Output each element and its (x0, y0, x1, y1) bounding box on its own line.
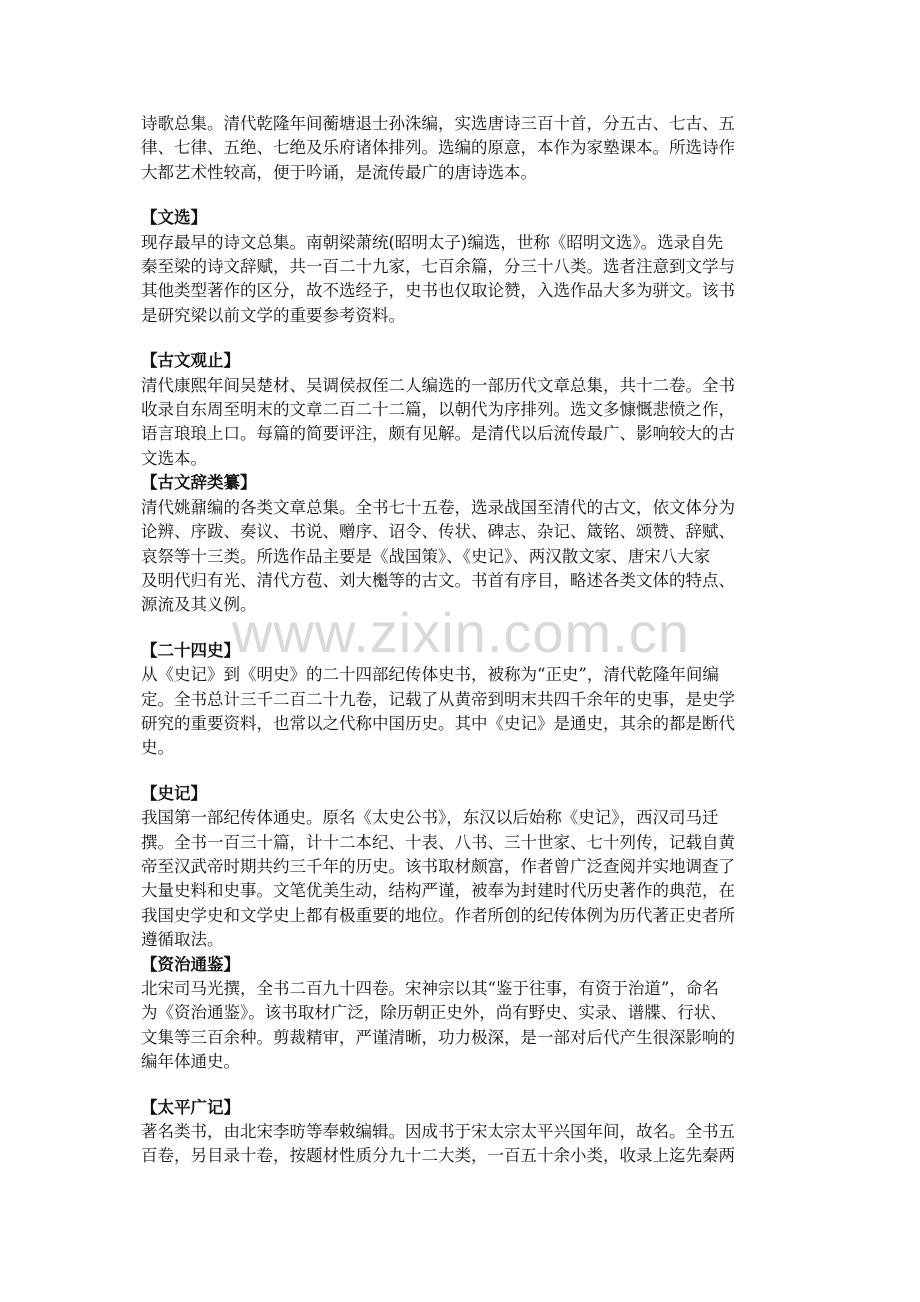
paragraph-line: 文选本。 (141, 448, 207, 468)
section-taipingguangji (141, 1096, 781, 1169)
paragraph-line: 定。全书总计三千二百二十九卷，记载了从黄帝到明末共四千余年的史事，是史学 (141, 689, 735, 709)
paragraph-line: 清代姚鼐编的各类文章总集。全书七十五卷，选录战国至清代的古文，依文体分为 (141, 497, 735, 517)
paragraph-line: 文集等三百余种。剪裁精审，严谨清晰，功力极深，是一部对后代产生很深影响的 (141, 1027, 735, 1047)
paragraph-line: 著名类书，由北宋李昉等奉敕编辑。因成书于宋太宗太平兴国年间，故名。全书五 (141, 1122, 735, 1142)
paragraph-line: 帝至汉武帝时期共约三千年的历史。该书取材颇富，作者曾广泛查阅并实地调查了 (141, 856, 735, 876)
paragraph-line: 从《史记》到《明史》的二十四部纪传体史书，被称为“正史”，清代乾隆年间编 (141, 665, 719, 685)
paragraph-line: 秦至梁的诗文辞赋，共一百二十九家，七百余篇，分三十八类。选者注意到文学与 (141, 257, 735, 277)
paragraph-line: 源流及其义例。 (141, 595, 257, 615)
paragraph-line: 大都艺术性较高，便于吟诵，是流传最广的唐诗选本。 (141, 162, 537, 182)
section-guwenguanzhi (141, 349, 781, 471)
watermark: www.zixin.com.cn (232, 601, 690, 664)
paragraph-line: 清代康熙年间吴楚材、吴调侯叔侄二人编选的一部历代文章总集，共十二卷。全书 (141, 375, 735, 395)
section-heading: 【资治通鉴】 (141, 954, 240, 974)
paragraph-line: 哀祭等十三类。所选作品主要是《战国策》、《史记》、两汉散文家、唐宋八大家 (141, 546, 711, 566)
section-heading: 【古文观止】 (141, 351, 240, 371)
paragraph-line: 诗歌总集。清代乾隆年间蘅塘退士孙洙编，实选唐诗三百十首，分五古、七古、五 (141, 114, 735, 133)
section-tangshi (141, 112, 781, 185)
paragraph-line: 研究的重要资料，也常以之代称中国历史。其中《史记》是通史，其余的都是断代 (141, 713, 735, 733)
paragraph-line: 其他类型著作的区分，故不选经子，史书也仅取论赞，入选作品大多为骈文。该书 (141, 281, 735, 301)
paragraph-line: 史。 (141, 738, 174, 758)
section-heading: 【史记】 (141, 783, 207, 803)
section-heading: 【太平广记】 (141, 1097, 240, 1117)
paragraph-line: 及明代归有光、清代方苞、刘大櫆等的古文。书首有序目，略述各类文体的特点、 (141, 570, 735, 590)
paragraph-line: 现存最早的诗文总集。南朝梁萧统(昭明太子)编选，世称《昭明文选》。选录自先 (141, 232, 724, 252)
section-zizhitongjian (141, 953, 781, 1075)
paragraph-line: 大量史料和史事。文笔优美生动，结构严谨，被奉为封建时代历史著作的典范，在 (141, 881, 735, 901)
paragraph-line: 编年体通史。 (141, 1052, 240, 1072)
paragraph-line: 是研究梁以前文学的重要参考资料。 (141, 305, 405, 325)
paragraph-line: 遵循取法。 (141, 930, 224, 950)
paragraph-line: 百卷，另目录十卷，按题材性质分九十二大类，一百五十余小类，收录上迄先秦两 (141, 1146, 735, 1166)
section-guwencileizuan (141, 471, 781, 617)
section-ershisishi (141, 639, 781, 761)
paragraph-line: 律、七律、五绝、七绝及乐府诸体排列。选编的原意，本作为家塾课本。所选诗作 (141, 138, 735, 158)
paragraph-line: 我国第一部纪传体通史。原名《太史公书》，东汉以后始称《史记》，西汉司马迁 (141, 808, 719, 828)
section-heading: 【古文辞类纂】 (141, 473, 257, 493)
section-wenxuan (141, 206, 781, 328)
paragraph-line: 语言琅琅上口。每篇的简要评注，颇有见解。是清代以后流传最广、影响较大的古 (141, 424, 735, 444)
paragraph-line: 论辨、序跋、奏议、书说、赠序、诏令、传状、碑志、杂记、箴铭、颂赞、辞赋、 (141, 522, 735, 542)
paragraph-line: 北宋司马光撰，全书二百九十四卷。宋神宗以其“鉴于往事，有资于治道”，命名 (141, 979, 719, 998)
paragraph-line: 我国史学史和文学史上都有极重要的地位。作者所创的纪传体例为历代著正史者所 (141, 905, 735, 925)
document-page (141, 112, 781, 1169)
paragraph-line: 撰。全书一百三十篇，计十二本纪、十表、八书、三十世家、七十列传，记载自黄 (141, 832, 735, 852)
paragraph-line: 为《资治通鉴》。该书取材广泛，除历朝正史外，尚有野史、实录、谱牒、行状、 (141, 1003, 727, 1023)
section-heading: 【文选】 (141, 208, 207, 228)
section-shiji (141, 782, 781, 953)
paragraph-line: 收录自东周至明末的文章二百二十二篇，以朝代为序排列。选文多慷慨悲愤之作， (141, 400, 735, 420)
section-heading: 【二十四史】 (141, 640, 240, 660)
